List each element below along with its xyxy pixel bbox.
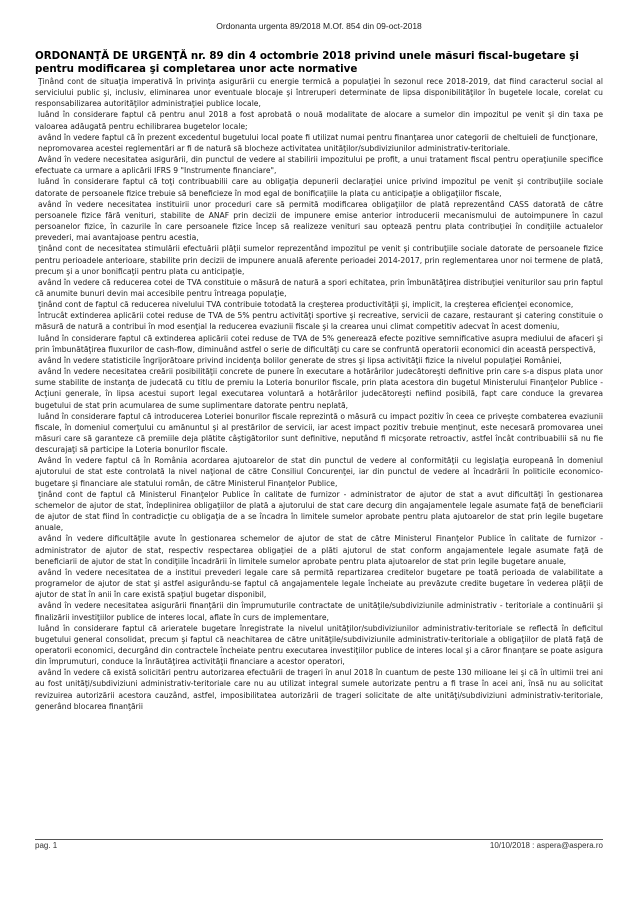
- paragraph: Având în vedere faptul că în România acordarea ajutoarelor de stat din punctul de vedere al conformităţii cu legislaţia europeană în domeniul ajutorului de stat este controlată la nivel naţional de către Consiliul Concurenţei, iar din punctul de vedere al încadrării în politicile economico-bugetare şi financiare ale statului român, de către Ministerul Finanţelor Publice,: [35, 456, 603, 488]
- paragraph: având în vedere că există solicitări pentru autorizarea efectuării de trageri în anul 2018 în cuantum de peste 130 milioane lei şi că în ultimii trei ani au fost unităţi/subdiviziuni administrativ-teritoriale care nu au utilizat integral sumele autorizate pentru a fi trase în acei ani, însă nu au solicitat revizuirea autorizării acestora cauzând, astfel, imposibilitatea autorizării de trageri solicitate de alte unităţi/subdiviziuni administrativ-teritoriale, generând blocarea finanţării: [35, 668, 603, 711]
- document-source-header: Ordonanta urgenta 89/2018 M.Of. 854 din 09-oct-2018: [216, 21, 422, 31]
- paragraph: având în vedere necesitatea creării posibilităţii concrete de punere în executare a hotărârilor judecătoreşti definitive prin care s-a dispus plata unor sume stabilite de instanţa de judecată cu titlu de premiu la Loteria bonurilor fiscale, prin plata acestora din bugetul Ministerului Finanţelor Publice - Acţiuni generale, în lipsa acestui suport legal executarea voluntară a hotărârilor judecătoreşti nefiind posibilă, fapt care conduce la grevarea bugetului de stat prin acumularea de sume suplimentare datorate pentru neplată,: [35, 367, 603, 410]
- paragraph: având în vedere necesitatea de a institui prevederi legale care să permită repartizarea creditelor bugetare pe toată perioada de valabilitate a programelor de ajutor de stat şi astfel asigurându-se faptul că angajamentele legale încheiate au prevăzute credite bugetare în vederea plăţii de ajutor de stat în anii în care există spaţiul bugetar disponibil,: [35, 567, 603, 600]
- paragraph: având în vedere necesitatea instituirii unor proceduri care să permită modificarea obligaţiilor de plată reprezentând CASS datorată de către persoanele fizice fără venituri, stabilite de ANAF prin decizii de impunere emise anterior introducerii mecanismului de autoimpunere în cazul persoanelor fizice, în cazurile în care persoanele fizice încep să realizeze venituri sau optează pentru plata contribuţiei în condiţiile actualelor prevederi, mai avantajoase pentru acestia,: [35, 199, 603, 243]
- paragraph: luând în considerare faptul că extinderea aplicării cotei reduse de TVA de 5% generează efecte pozitive semnificative asupra mediului de afaceri şi prin îmbunătăţirea fluxurilor de cash-flow, diminuând astfel o serie de dificultăţi cu care se confruntă operatorii economici din această perspectivă,: [35, 333, 603, 354]
- footer-divider: [35, 839, 603, 840]
- paragraph: Având în vedere necesitatea asigurării, din punctul de vedere al stabilirii impozitului pe profit, a unui tratament fiscal pentru operaţiunile specifice efectuate ca urmare a aplicării IFRS 9 "Instrumente financiare",: [35, 155, 603, 176]
- paragraph: nepromovarea acestei reglementări ar fi de natură să blocheze activitatea unităţilor/subdiviziunilor administrativ-teritoriale.: [38, 143, 511, 153]
- paragraph: ţinând cont de faptul că Ministerul Finanţelor Publice în calitate de furnizor - administrator de ajutor de stat a avut dificultăţi în gestionarea schemelor de ajutor de stat, îndeplinirea obligaţiilor de plată a ajutorului de stat care decurg din angajamentele legale asumate faţă de beneficiarii de ajutor de stat fiind în contradicţie cu obligaţia de a se încadra în limitele sumelor aprobate pentru plata ajutoarelor de stat prin legile bugetare anuale,: [35, 489, 603, 533]
- document-body: [35, 76, 603, 836]
- paragraph: ţinând cont de faptul că reducerea nivelului TVA contribuie totodată la creşterea productivităţii şi, implicit, la creşterea eficienţei economice,: [38, 300, 574, 310]
- page-number: pag. 1: [35, 841, 58, 850]
- paragraph: având în vedere faptul că în prezent excedentul bugetului local poate fi utilizat numai pentru finanţarea unor categorii de cheltuieli de funcţionare,: [38, 132, 598, 142]
- paragraph: având în vedere necesitatea asigurării finanţării din împrumuturile contractate de unităţile/subdiviziunile administrativ - teritoriale a continuării şi finalizării investiţiilor publice de interes local, aflate în curs de implementare,: [35, 601, 603, 622]
- footer-stamp: 10/10/2018 : aspera@aspera.ro: [489, 841, 603, 850]
- paragraph: luând în considerare faptul că pentru anul 2018 a fost aprobată o nouă modalitate de alocare a sumelor din impozitul pe venit şi din taxa pe valoarea adăugată pentru echilibrarea bugetelor locale;: [35, 110, 603, 131]
- paragraph: având în vedere statisticile îngrijorătoare privind incidenţa bolilor generate de stres şi lipsa activităţii fizice la nivelul populaţiei României,: [38, 355, 562, 365]
- paragraph: luând în considerare faptul că introducerea Loteriei bonurilor fiscale reprezintă o măsură cu impact pozitiv în ceea ce priveşte combaterea evaziunii fiscale, în domeniul comerţului cu amănuntul şi al prestărilor de servicii, iar acest impact pozitiv trebuie menţinut, este necesară promovarea unei măsuri care să garanteze că premiile deja plătite câştigătorilor sunt definitive, neputând fi micşorate retroactiv, astfel încât contribuabilii să nu fie descurajaţi să participe la Loteria bonurilor fiscale.: [35, 411, 603, 455]
- paragraph: întrucât extinderea aplicării cotei reduse de TVA de 5% pentru activităţi sportive şi recreative, servicii de cazare, restaurant şi catering constituie o măsură de natură a contribui în mod esenţial la reducerea evaziunii fiscale şi la crearea unui climat competitiv adecvat în acest domeniu,: [35, 311, 603, 332]
- paragraph: luând în considerare faptul că arieratele bugetare înregistrate la nivelul unităţilor/subdiviziunilor administrativ-teritoriale se reflectă în deficitul bugetului general consolidat, precum şi faptul că neachitarea de către unităţile/subdiviziunile administrativ-teritoriale a obligaţiilor de plată faţă de operatorii economici, decurgând din contractele încheiate pentru executarea investiţiilor publice de interes local şi a căror finanţare se poate asigura din împrumuturi, conduce la înrăutăţirea activităţii financiare a acestor operatori,: [35, 623, 603, 667]
- paragraph: Ţinând cont de situaţia imperativă în privinţa asigurării cu energie termică a populaţiei în sezonul rece 2018-2019, dat fiind caracterul social al serviciului public şi, inclusiv, eliminarea unor eventuale blocaje şi întreruperi determinate de lipsa disponibilităţilor în bugetele locale, corelat cu responsabilizarea autorităţilor administraţiei publice locale,: [35, 77, 603, 109]
- document-title: ORDONANŢĂ DE URGENŢĂ nr. 89 din 4 octombrie 2018 privind unele măsuri fiscal-bugetare şi pentru modificarea şi completarea unor acte normative: [35, 50, 579, 75]
- paragraph: având în vedere că reducerea cotei de TVA constituie o măsură de natură a spori echitatea, prin îmbunătăţirea distribuţiei veniturilor sau prin faptul că anumite bunuri devin mai accesibile pentru întreaga populaţie,: [35, 277, 603, 298]
- paragraph: ţinând cont de necesitatea stimulării efectuării plăţii sumelor reprezentând impozitul pe venit şi contribuţiile sociale datorate de persoanele fizice pentru perioadele anterioare, stabilite prin decizii de impunere anuală aferente perioadei 2014-2017, prin reglementarea unor noi termene de plată, precum şi a unor bonificaţii pentru plata cu anticipaţie,: [35, 244, 603, 276]
- paragraph: având în vedere dificultăţile avute în gestionarea schemelor de ajutor de stat de către Ministerul Finanţelor Publice în calitate de furnizor - administrator de ajutor de stat, respectiv respectarea obligaţiei de a plăti ajutorul de stat conform angajamentele legale asumate faţă de beneficiarii de ajutor de stat în condiţiile încadrării în limitele sumelor aprobate pentru plata ajutoarelor de stat prin legile bugetare anuale,: [35, 534, 603, 566]
- paragraph: luând în considerare faptul că toţi contribuabilii care au obligaţia depunerii declaraţiei unice privind impozitul pe venit şi contribuţiile sociale datorate de persoanele fizice trebuie să beneficieze în mod egal de bonificaţiile la plata cu anticipaţie a obligaţiilor fiscale,: [35, 177, 603, 198]
